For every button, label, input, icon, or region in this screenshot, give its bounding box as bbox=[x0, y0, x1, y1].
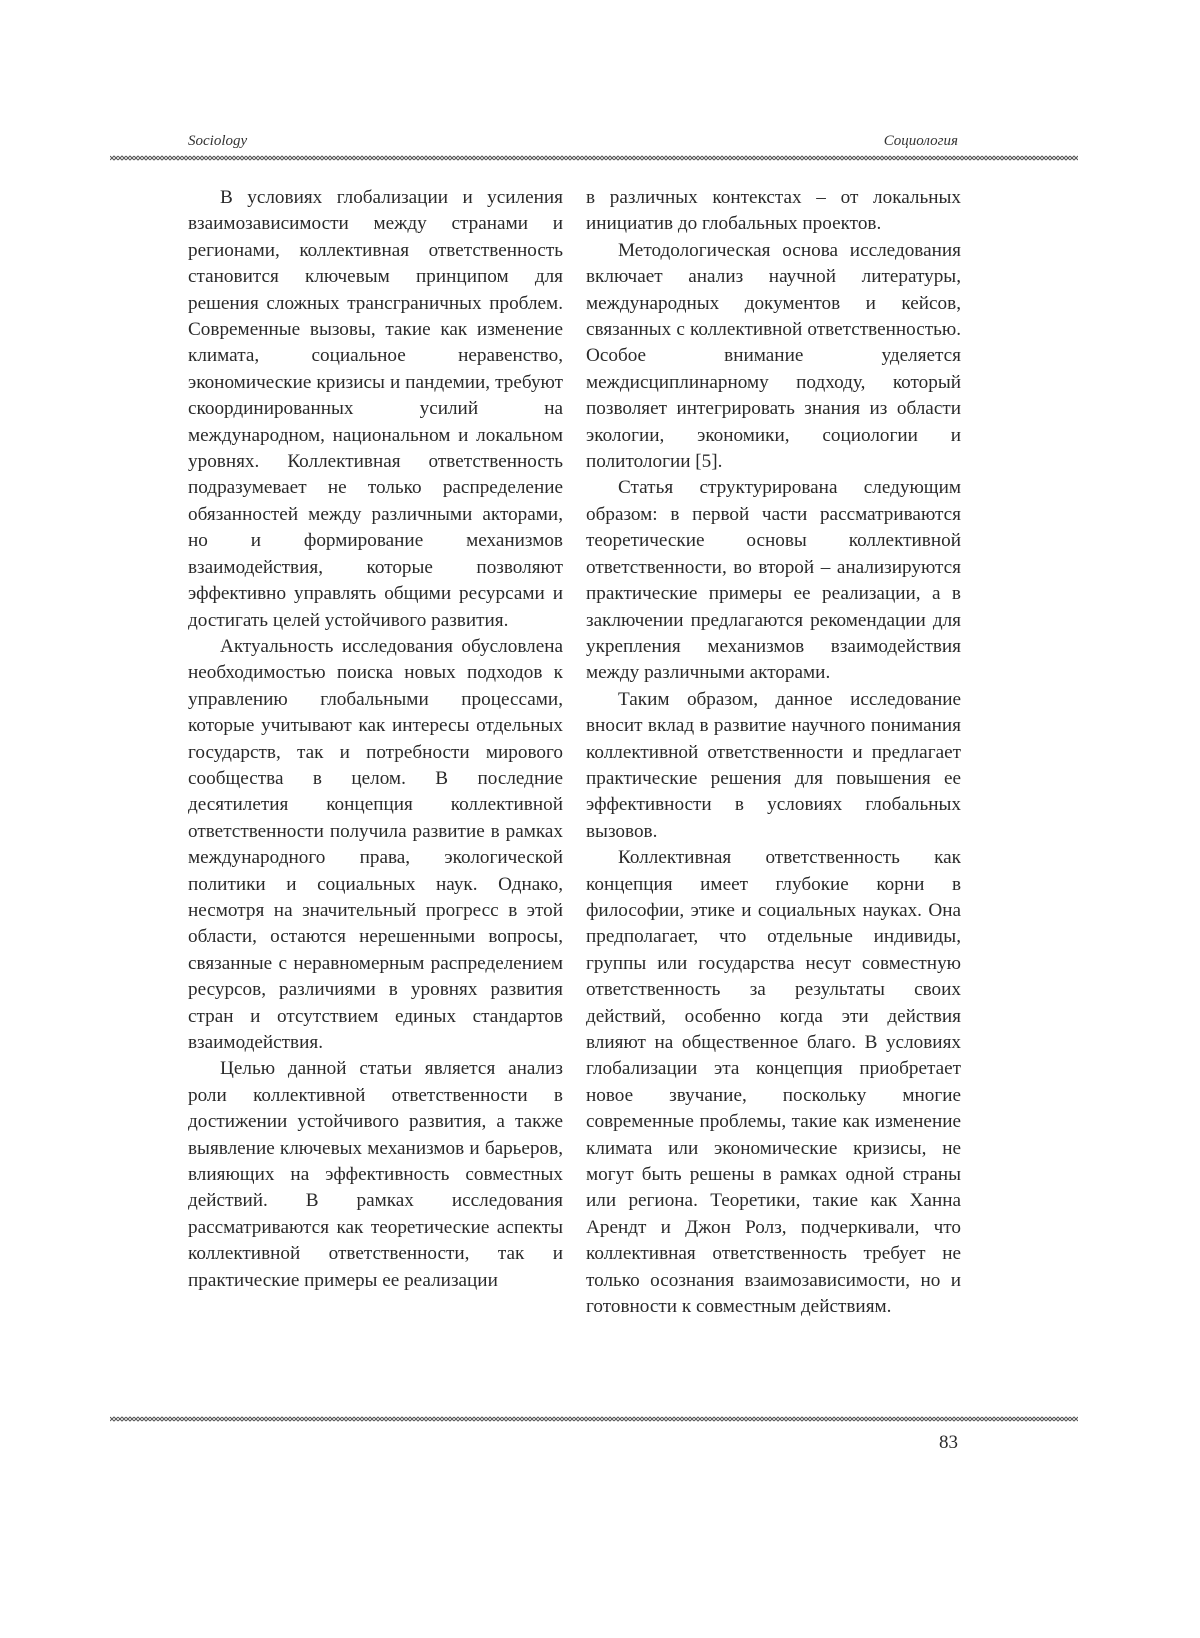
text-column-right bbox=[586, 185, 961, 1320]
running-header bbox=[188, 133, 958, 155]
decorative-rule-bottom bbox=[110, 1415, 1078, 1425]
paragraph: Коллективная ответственность как концепция имеет глубокие корни в философии, этике и социальных науках. Она предполагает, что отдельные индивиды, группы или государства несут совместную ответственность за результаты своих действий, особенно когда эти действия влияют на общественное благо. В условиях глобализации эта концепция приобретает новое звучание, поскольку многие современные проблемы, такие как изменение климата или экономические кризисы, не могут быть решены в рамках одной страны или региона. Теоретики, такие как Ханна Арендт и Джон Ролз, подчеркивали, что коллективная ответственность требует не только осознания взаимозависимости, но и готовности к совместным действиям. bbox=[586, 847, 961, 1318]
paragraph: Статья структурирована следующим образом: в первой части рассматриваются теоретические основы коллективной ответственности, во второй – анализируются практические примеры ее реализации, а в заключении предлагаются рекомендации для укрепления механизмов взаимодействия между различными акторами. bbox=[586, 477, 961, 684]
text-column-left bbox=[188, 185, 563, 1294]
paragraph: В условиях глобализации и усиления взаимозависимости между странами и регионами, коллективная ответственность становится ключевым принципом для решения сложных трансграничных проблем. Современные вызовы, такие как изменение климата, социальное неравенство, экономические кризисы и пандемии, требуют скоординированных усилий на международном, национальном и локальном уровнях. Коллективная ответственность подразумевает не только распределение обязанностей между различными акторами, но и формирование механизмов взаимодействия, которые позволяют эффективно управлять общими ресурсами и достигать целей устойчивого развития. bbox=[188, 187, 563, 631]
header-journal-section-ru: Социология bbox=[883, 133, 958, 149]
paragraph: Целью данной статьи является анализ роли коллективной ответственности в достижении устойчивого развития, а также выявление ключевых механизмов и барьеров, влияющих на эффективность совместных действий. В рамках исследования рассматриваются как теоретические аспекты коллективной ответственности, так и практические примеры ее реализации bbox=[188, 1058, 563, 1291]
header-journal-section-en: Sociology bbox=[188, 133, 248, 149]
paragraph: Таким образом, данное исследование вносит вклад в развитие научного понимания коллективной ответственности и предлагает практические решения для повышения ее эффективности в условиях глобальных вызовов. bbox=[586, 688, 961, 842]
paragraph: Методологическая основа исследования включает анализ научной литературы, международных документов и кейсов, связанных с коллективной ответственностью. Особое внимание уделяется междисциплинарному подходу, который позволяет интегрировать знания из области экологии, экономики, социологии и политологии [5]. bbox=[586, 239, 961, 473]
decorative-rule-top bbox=[110, 154, 1078, 164]
paragraph: Актуальность исследования обусловлена необходимостью поиска новых подходов к управлению глобальными процессами, которые учитывают как интересы отдельных государств, так и потребности мирового сообщества в целом. В последние десятилетия концепция коллективной ответственности получила развитие в рамках международного права, экологической политики и социальных наук. Однако, несмотря на значительный прогресс в этой области, остаются нерешенными вопросы, связанные с неравномерным распределением ресурсов, различиями в уровнях развития стран и отсутствием единых стандартов взаимодействия. bbox=[188, 635, 563, 1053]
page-number: 83 bbox=[939, 1432, 958, 1453]
paragraph-continued: в различных контекстах – от локальных инициатив до глобальных проектов. bbox=[586, 187, 961, 235]
